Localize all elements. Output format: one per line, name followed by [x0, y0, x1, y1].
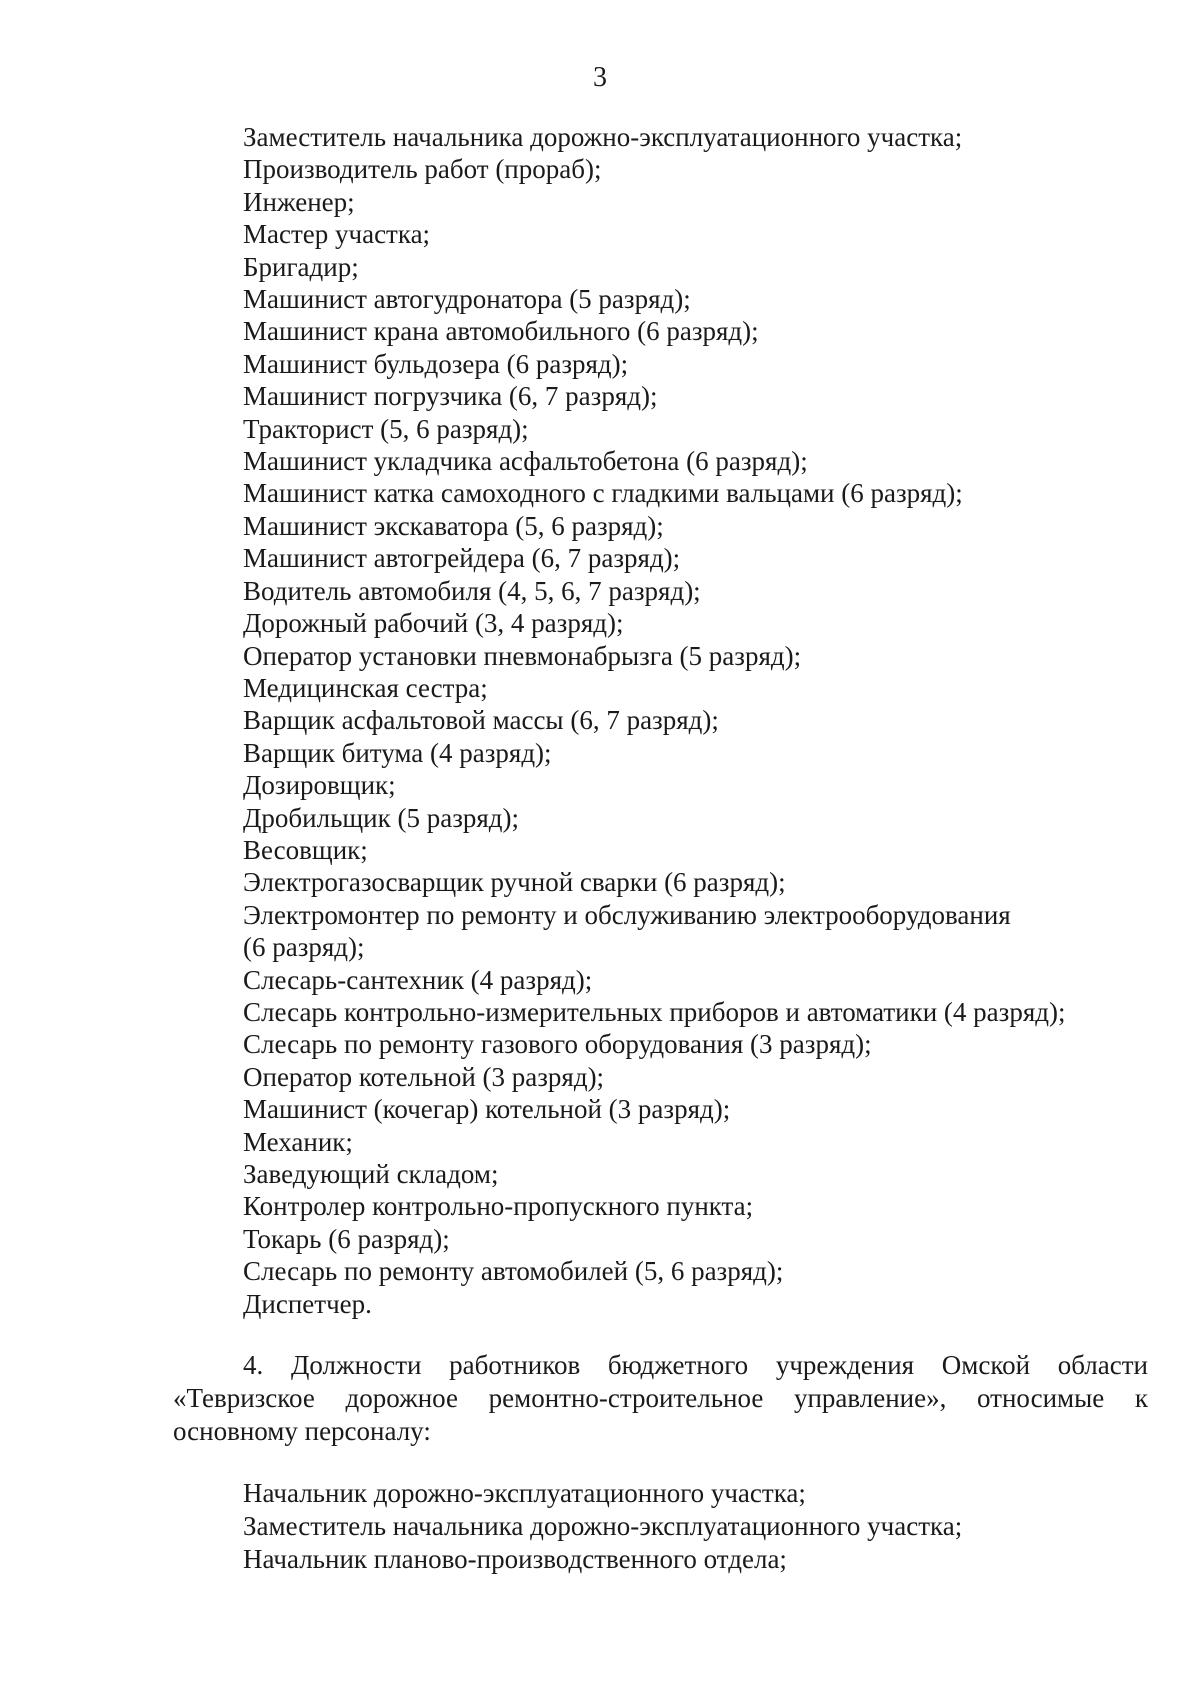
- list-item: Заведующий складом;: [243, 1159, 499, 1189]
- list-item: Дробильщик (5 разряд);: [243, 802, 520, 833]
- list-item: Заместитель начальника дорожно-эксплуатационного участка;: [243, 122, 963, 152]
- list-item: Начальник дорожно-эксплуатационного участка;: [243, 1478, 806, 1508]
- list-item: Слесарь по ремонту автомобилей (5, 6 разряд);: [243, 1256, 784, 1287]
- list-item: Электромонтер по ремонту и обслуживанию электрооборудования: [243, 899, 1011, 930]
- list-item: Машинист укладчика асфальтобетона (6 разряд);: [243, 446, 808, 477]
- list-item: Медицинская сестра;: [243, 672, 488, 703]
- list-item: Варщик асфальтовой массы (6, 7 разряд);: [243, 705, 719, 736]
- list-item: Водитель автомобиля (4, 5, 6, 7 разряд);: [243, 575, 701, 606]
- list-item: Диспетчер.: [243, 1288, 372, 1319]
- list-item: Слесарь по ремонту газового оборудования (3 разряд);: [243, 1029, 872, 1060]
- list-item: Производитель работ (прораб);: [243, 154, 602, 185]
- section-4-paragraph: 4. Должности работников бюджетного учреждения Омской области «Тевризское дорожное ремонтно-строительное управление», относимые к основному персоналу:: [173, 1350, 1148, 1446]
- list-item: Инженер;: [243, 186, 355, 217]
- list-item: Машинист (кочегар) котельной (3 разряд);: [243, 1094, 731, 1125]
- list-item: Оператор установки пневмонабрызга (5 разряд);: [243, 640, 802, 671]
- list-item: Машинист автогрейдера (6, 7 разряд);: [243, 543, 681, 574]
- page-number: 3: [593, 62, 607, 93]
- list-item: Дорожный рабочий (3, 4 разряд);: [243, 608, 624, 639]
- list-item: Машинист экскаватора (5, 6 разряд);: [243, 510, 664, 541]
- list-item: Машинист крана автомобильного (6 разряд);: [243, 316, 759, 347]
- list-item: Бригадир;: [243, 251, 359, 282]
- list-item: Весовщик;: [243, 834, 368, 865]
- list-item: Контролер контрольно-пропускного пункта;: [243, 1191, 754, 1222]
- positions-list: [243, 121, 1143, 1320]
- list-item: Машинист бульдозера (6 разряд);: [243, 348, 629, 379]
- list-item: Машинист катка самоходного с гладкими вальцами (6 разряд);: [243, 478, 963, 509]
- list-item: Слесарь контрольно-измерительных приборов и автоматики (4 разряд);: [243, 996, 1066, 1027]
- list-item: Заместитель начальника дорожно-эксплуатационного участка;: [243, 1511, 963, 1541]
- list-item: Начальник планово-производственного отдела;: [243, 1544, 787, 1574]
- list-item: Машинист автогудронатора (5 разряд);: [243, 284, 691, 315]
- list-item: Тракторист (5, 6 разряд);: [243, 413, 529, 444]
- list-item-continuation: (6 разряд);: [243, 932, 365, 963]
- list-item: Дозировщик;: [243, 770, 396, 801]
- list-item: Мастер участка;: [243, 219, 431, 250]
- list-item: Механик;: [243, 1126, 353, 1157]
- list-item: Электрогазосварщик ручной сварки (6 разряд);: [243, 867, 786, 898]
- list-item: Оператор котельной (3 разряд);: [243, 1061, 605, 1092]
- core-staff-list: [243, 1477, 1143, 1576]
- list-item: Слесарь-сантехник (4 разряд);: [243, 964, 593, 995]
- list-item: Машинист погрузчика (6, 7 разряд);: [243, 381, 658, 412]
- list-item: Варщик битума (4 разряд);: [243, 737, 552, 768]
- list-item: Токарь (6 разряд);: [243, 1223, 450, 1254]
